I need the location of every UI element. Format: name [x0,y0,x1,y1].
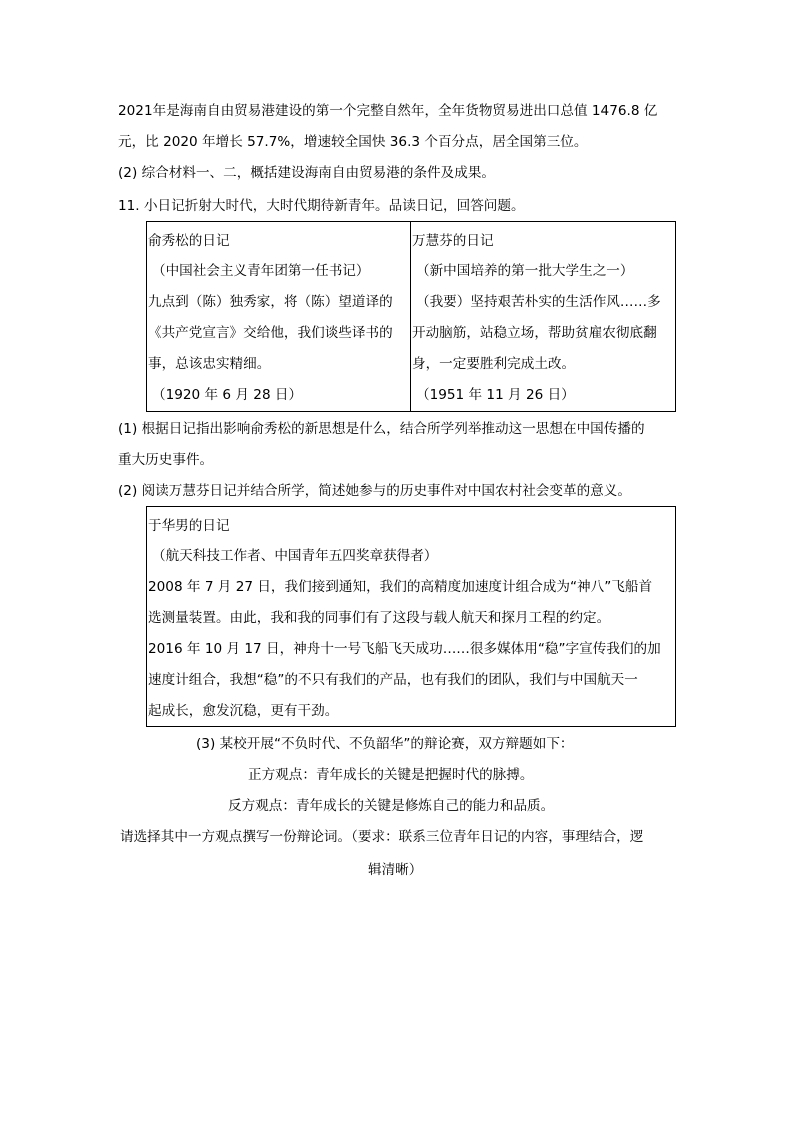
diary-text-line: 事，总该忠实精细。 [148,356,271,372]
question-3-line-1: (3) 某校开展“不负时代、不负韶华”的辩论赛，双方辩题如下： [196,736,574,752]
diary-role: （新中国培养的第一批大学生之一） [416,263,634,279]
question-3-requirement-1: 请选择其中一方观点撰写一份辩论词。（要求：联系三位青年日记的内容，事理结合，逻 [120,829,644,845]
diary-text-line: （我要）坚持艰苦朴实的生活作风……多 [416,294,661,310]
diary-title: 俞秀松的日记 [148,233,230,249]
question-1-line-2: 重大历史事件。 [118,452,214,468]
diary-table [146,221,676,412]
diary-text-line: 2008 年 7 月 27 日，我们接到通知，我们的高精度加速度计组合成为“神八”飞船首 [148,579,653,595]
diary-box-yu-huanan [146,506,676,727]
question-2: (2) 阅读万慧芬日记并结合所学，简述她参与的历史事件对中国农村社会变革的意义。 [118,483,631,499]
diary-date: （1920 年 6 月 28 日） [152,387,303,403]
diary-text-line: 开动脑筋，站稳立场，帮助贫雇农彻底翻 [412,325,657,341]
diary-text-line: 起成长，愈发沉稳，更有干劲。 [148,703,339,719]
con-viewpoint: 反方观点：青年成长的关键是修炼自己的能力和品质。 [228,798,555,814]
intro-line-2: 元，比 2020 年增长 57.7%，增速较全国快 36.3 个百分点，居全国第三位。 [118,134,588,150]
diary-cell-yu-xiusong [147,222,410,411]
diary-text-line: 《共产党宣言》交给他，我们谈些译书的 [148,325,393,341]
diary-cell-wan-huifen [411,222,675,411]
question-2-sub: (2) 综合材料一、二，概括建设海南自由贸易港的条件及成果。 [118,165,496,181]
diary-title: 于华男的日记 [148,518,230,534]
question-1-line-1: (1) 根据日记指出影响俞秀松的新思想是什么，结合所学列举推动这一思想在中国传播的 [118,421,645,437]
diary-role: （航天科技工作者、中国青年五四奖章获得者） [152,548,438,564]
diary-text-line: 九点到（陈）独秀家，将（陈）望道译的 [148,294,393,310]
intro-line-1: 2021年是海南自由贸易港建设的第一个完整自然年，全年货物贸易进出口总值 1476.8 亿 [118,103,658,119]
question-11-stem: 11. 小日记折射大时代，大时代期待新青年。品读日记，回答问题。 [118,198,525,214]
question-3-requirement-2: 辑清晰） [368,862,423,878]
diary-text-line: 选测量装置。由此，我和我的同事们有了这段与载人航天和探月工程的约定。 [148,610,611,626]
diary-date: （1951 年 11 月 26 日） [416,387,575,403]
diary-text-line: 速度计组合，我想“稳”的不只有我们的产品，也有我们的团队，我们与中国航天一 [148,672,638,688]
diary-role: （中国社会主义青年团第一任书记） [152,263,370,279]
diary-title: 万慧芬的日记 [412,233,494,249]
diary-text-line: 2016 年 10 月 17 日，神舟十一号飞船飞天成功……很多媒体用“稳”字宣传我们的加 [148,641,661,657]
pro-viewpoint: 正方观点：青年成长的关键是把握时代的脉搏。 [248,767,534,783]
diary-text-line: 身，一定要胜利完成土改。 [412,356,576,372]
